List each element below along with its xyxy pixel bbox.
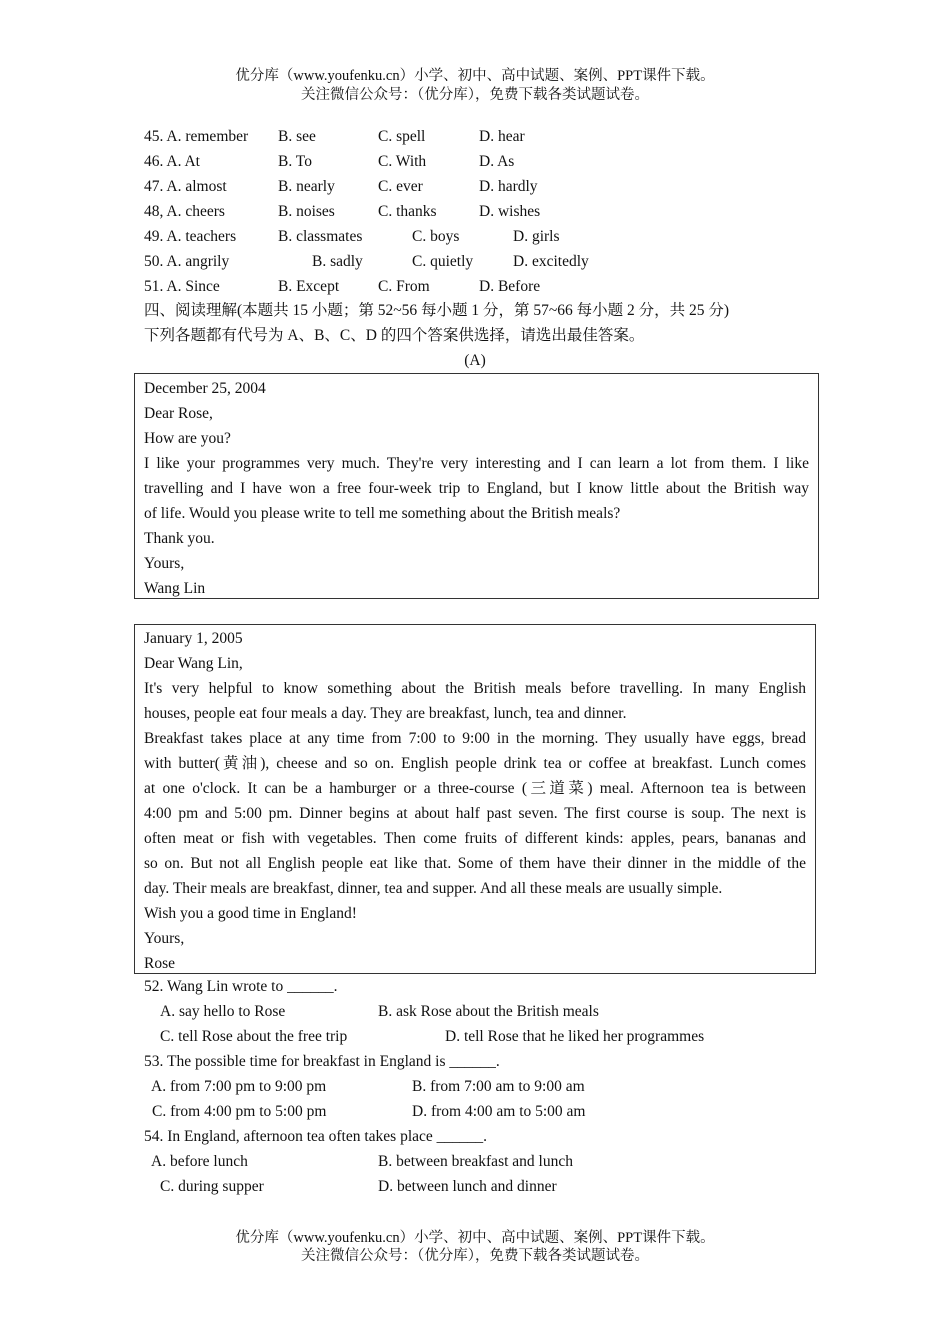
option-c: C. From: [378, 278, 430, 295]
option-c: C. quietly: [412, 253, 474, 270]
letter-body-line: of life. Would you please write to tell me something about the British meals?: [144, 505, 621, 522]
letter-body-line: It's very helpful to know something about the British meals before travelling. In many English: [144, 680, 806, 697]
letter-1-box: [134, 373, 819, 599]
header-line-1: 优分库（www.youfenku.cn）小学、初中、高中试题、案例、PPT课件下载。: [235, 68, 715, 84]
option-a: 50. A. angrily: [144, 253, 230, 270]
letter-body-line: 4:00 pm and 5:00 pm. Dinner begins at about half past seven. The first course is soup. The next is: [144, 805, 806, 822]
option-d: D. hardly: [479, 178, 538, 195]
option-b: B. classmates: [278, 228, 363, 245]
letter-body-line: at one o'clock. It can be a hamburger or a three-course (三道菜) meal. Afternoon tea is between: [144, 780, 806, 797]
option-c: C. spell: [378, 128, 426, 145]
option-b: B. from 7:00 am to 9:00 am: [412, 1078, 585, 1095]
letter-body-line: with butter(黄油), cheese and so on. English people drink tea or coffee at breakfast. Lunch comes: [144, 755, 806, 772]
letter-body-line: day. Their meals are breakfast, dinner, tea and supper. And all these meals are usually simple.: [144, 880, 723, 897]
question-stem: 54. In England, afternoon tea often takes place ______.: [144, 1128, 488, 1145]
letter-date: December 25, 2004: [144, 380, 266, 397]
letter-greeting: Dear Rose,: [144, 405, 213, 422]
option-b: B. nearly: [278, 178, 335, 195]
letter-signature: Rose: [144, 955, 175, 972]
letter-signature: Wang Lin: [144, 580, 206, 597]
option-b: B. To: [278, 153, 312, 170]
option-b: B. Except: [278, 278, 340, 295]
option-d: D. tell Rose that he liked her programmes: [445, 1028, 705, 1045]
letter-body-line: houses, people eat four meals a day. They are breakfast, lunch, tea and dinner.: [144, 705, 627, 722]
letter-body-line: I like your programmes very much. They're very interesting and I can learn a lot from them. I like: [144, 455, 809, 472]
question-stem: 53. The possible time for breakfast in England is ______.: [144, 1053, 500, 1070]
option-b: B. sadly: [312, 253, 363, 270]
option-b: B. see: [278, 128, 316, 145]
option-c: C. during supper: [160, 1178, 264, 1195]
option-c: C. from 4:00 pm to 5:00 pm: [152, 1103, 327, 1120]
option-d: D. from 4:00 am to 5:00 am: [412, 1103, 586, 1120]
option-d: D. excitedly: [513, 253, 589, 270]
option-d: D. As: [479, 153, 515, 170]
option-a: 49. A. teachers: [144, 228, 237, 245]
letter-closing: Yours,: [144, 930, 185, 947]
section-instruction: 下列各题都有代号为 A、B、C、D 的四个答案供选择，请选出最佳答案。: [144, 327, 645, 344]
option-a: 47. A. almost: [144, 178, 227, 195]
option-c: C. thanks: [378, 203, 437, 220]
option-d: D. Before: [479, 278, 541, 295]
footer-line-2: 关注微信公众号：（优分库），免费下载各类试题试卷。: [301, 1248, 649, 1264]
option-d: D. hear: [479, 128, 525, 145]
option-d: D. between lunch and dinner: [378, 1178, 557, 1195]
letter-2-box: [134, 624, 816, 974]
option-c: C. boys: [412, 228, 460, 245]
option-a: 48, A. cheers: [144, 203, 225, 220]
question-stem: 52. Wang Lin wrote to ______.: [144, 978, 338, 995]
header-line-2: 关注微信公众号：（优分库），免费下载各类试题试卷。: [301, 87, 649, 103]
letter-closing: Yours,: [144, 555, 185, 572]
option-c: C. tell Rose about the free trip: [160, 1028, 348, 1045]
option-d: D. girls: [513, 228, 560, 245]
letter-body-line: travelling and I have won a free four-week trip to England, but I know little about the British way: [144, 480, 809, 497]
option-a: 45. A. remember: [144, 128, 249, 145]
option-a: A. from 7:00 pm to 9:00 pm: [151, 1078, 327, 1095]
letter-date: January 1, 2005: [144, 630, 243, 647]
option-a: 51. A. Since: [144, 278, 220, 295]
letter-thanks: Thank you.: [144, 530, 215, 547]
option-a: A. say hello to Rose: [160, 1003, 286, 1020]
footer-line-1: 优分库（www.youfenku.cn）小学、初中、高中试题、案例、PPT课件下载。: [235, 1230, 715, 1246]
letter-body-line: often meat or fish with vegetables. Then come fruits of different kinds: apples, pears, bananas and: [144, 830, 806, 847]
option-b: B. between breakfast and lunch: [378, 1153, 573, 1170]
option-b: B. ask Rose about the British meals: [378, 1003, 599, 1020]
letter-wish: Wish you a good time in England!: [144, 905, 357, 922]
option-c: C. With: [378, 153, 427, 170]
letter-greeting: Dear Wang Lin,: [144, 655, 243, 672]
option-a: 46. A. At: [144, 153, 200, 170]
option-d: D. wishes: [479, 203, 541, 220]
letter-opening: How are you?: [144, 430, 231, 447]
section-title: 四、阅读理解(本题共 15 小题；第 52~56 每小题 1 分，第 57~66 每小题 2 分，共 25 分): [144, 302, 730, 319]
option-b: B. noises: [278, 203, 335, 220]
option-c: C. ever: [378, 178, 423, 195]
passage-label: (A): [464, 352, 486, 369]
letter-body-line: Breakfast takes place at any time from 7:00 to 9:00 in the morning. They usually have eggs, bread: [144, 730, 806, 747]
option-a: A. before lunch: [151, 1153, 248, 1170]
letter-body-line: so on. But not all English people eat like that. Some of them have their dinner in the middle of the: [144, 855, 806, 872]
